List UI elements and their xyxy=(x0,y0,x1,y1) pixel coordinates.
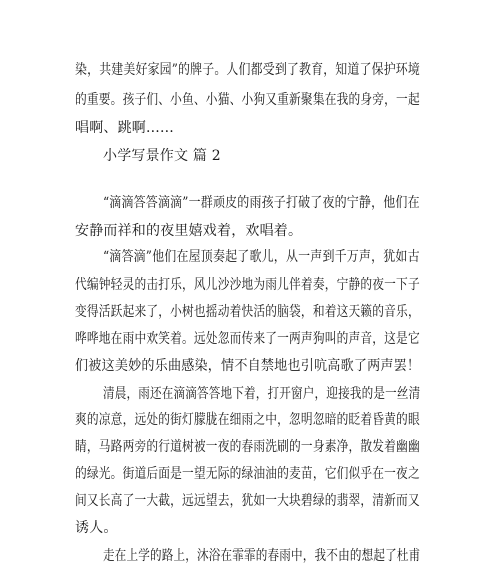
text-line: 间又长高了一大截，远远望去，犹如一大块碧绿的翡翠，清新而又 xyxy=(75,493,420,509)
text-line: 的绿光。街道后面是一望无际的绿油油的麦苗，它们似乎在一夜之 xyxy=(75,466,420,482)
section-heading: 小学写景作文 篇 2 xyxy=(103,148,221,164)
text-line: 的重要。孩子们、小鱼、小猫、小狗又重新聚集在我的身旁，一起 xyxy=(75,92,420,108)
text-line: 走在上学的路上，沐浴在霏霏的春雨中，我不由的想起了杜甫 xyxy=(103,548,421,564)
text-line: 哗哗地在雨中欢笑着。远处忽而传来了一两声狗叫的声音，这是它 xyxy=(75,331,420,347)
text-line: 唱啊、跳啊...... xyxy=(75,120,174,136)
text-line: 爽的凉意，远处的街灯朦胧在细雨之中，忽明忽暗的眨着昏黄的眼 xyxy=(75,412,420,428)
text-line: 们被这美妙的乐曲感染，情不自禁地也引吭高歌了两声罢！ xyxy=(75,358,421,374)
text-line: 诱人。 xyxy=(75,520,118,536)
text-line: “滴滴答答滴滴”一群顽皮的雨孩子打破了夜的宁静，他们在 xyxy=(103,195,420,211)
text-line: 清晨，雨还在滴滴答答地下着，打开窗户，迎接我的是一丝清 xyxy=(103,386,421,402)
text-line: 安静而祥和的夜里嬉戏着，欢唱着。 xyxy=(75,223,303,239)
text-line: 代编钟轻灵的击打乐，风儿沙沙地为雨儿伴着奏，宁静的夜一下子 xyxy=(75,277,420,293)
text-line: 睛，马路两旁的行道树被一夜的春雨洗刷的一身素净，散发着幽幽 xyxy=(75,439,420,455)
text-line: 染，共建美好家园”的牌子。人们都受到了教育，知道了保护环境 xyxy=(75,62,420,78)
text-line: 变得活跃起来了，小树也摇动着快活的脑袋，和着这天籁的音乐， xyxy=(75,304,420,320)
text-line: “滴答滴”他们在屋顶奏起了歌儿，从一声到千万声，犹如古 xyxy=(103,249,420,265)
